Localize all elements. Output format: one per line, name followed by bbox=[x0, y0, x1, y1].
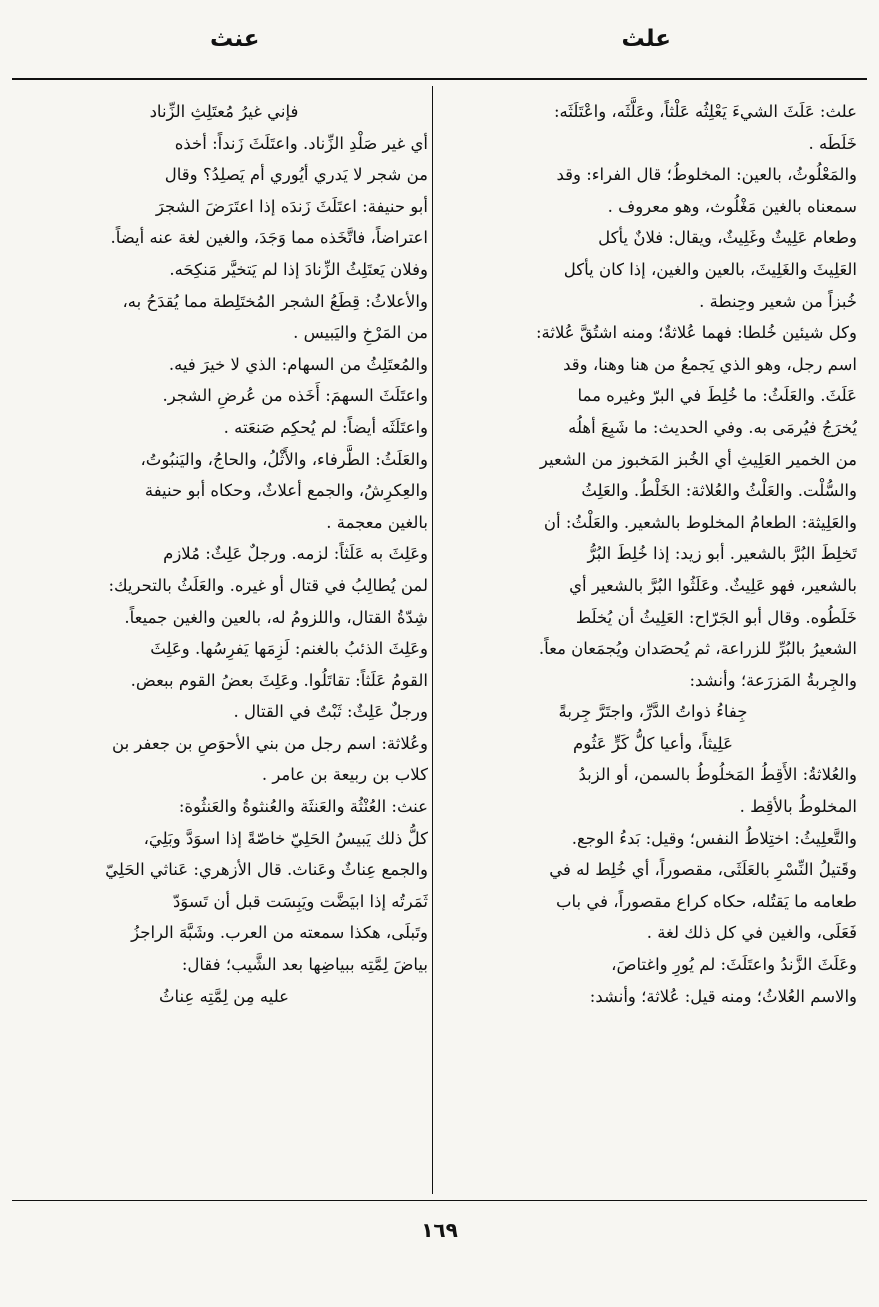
text-line: واعتَلَثَه أيضاً: لم يُحكِم صَنعَته . bbox=[223, 417, 428, 437]
text-line: القومُ عَلَثاً: تقاتَلُوا. وعَلِثَ بعضُ القوم ببعض. bbox=[130, 670, 428, 690]
text-line: والتَّعلِيثُ: اختِلاطُ النفس؛ وقيل: بَدءُ الوجع. bbox=[571, 828, 857, 848]
text-line: الشعيرُ بالبُرِّ للزراعة، ثم يُحصَدان ويُجمَعان معاً. bbox=[538, 639, 857, 659]
text-line: وعَلِثَ الذئبُ بالغنم: لَزِمَها يَفرِسُها. وعَلِثَ bbox=[150, 639, 428, 659]
text-line: من المَرْخِ واليَبيس . bbox=[293, 323, 428, 343]
text-line: خَلَطُوه. وقال أبو الجَرّاح: العَلِيثُ أن يُخلَط bbox=[575, 607, 857, 627]
text-line: والعِكرِشُ، والجمع أعلاثٌ، وحكاه أبو حنيفة bbox=[144, 481, 428, 501]
text-line: كلاب بن ربيعة بن عامر . bbox=[261, 765, 428, 785]
column-divider bbox=[432, 86, 433, 1194]
text-line: والعَلِيثة: الطعامُ المخلوط بالشعير. والعَلْثُ: أن bbox=[543, 512, 857, 532]
text-line: وفلان يَعتَلِثُ الزِّنادَ إذا لم يَتخيَّر مَنكِحَه. bbox=[169, 259, 428, 279]
footer-rule bbox=[12, 1200, 867, 1201]
text-line: يُخرَجُ فيُرمَى به. وفي الحديث: ما شَبِعَ أهلُه bbox=[568, 417, 857, 437]
verse-line: عليه مِن لِمَّتِه عِناثُ bbox=[158, 986, 290, 1006]
text-line: ورجلٌ عَلِثٌ: ثَبْتٌ في القتال . bbox=[233, 702, 428, 722]
text-line: أبو حنيفة: اعتَلَثَ زَندَه إذا اعتَرَضَ الشجرَ bbox=[155, 196, 428, 216]
verse-line: فإني غيرُ مُعتَلِثِ الزِّناد bbox=[149, 102, 299, 121]
text-line: والمَعْلُوثُ، بالعين: المخلوطُ؛ قال الفراء: وقد bbox=[556, 165, 857, 185]
text-line: والسُّلْت. والعَلْثُ والعُلاثة: الخَلْطُ. والعَلِثُ bbox=[581, 481, 857, 501]
text-line: سمعناه بالغين مَغْلُوث، وهو معروف . bbox=[607, 196, 857, 216]
text-line: لمن يُطالِبُ في قتال أو غيره. والعَلَثُ بالتحريك: bbox=[108, 575, 428, 595]
text-line: والعَلَثُ: الطَّرفاء، والأَثْلُ، والحاجُ، واليَنبُوتُ، bbox=[140, 449, 428, 469]
text-line: بالشعير، فهو عَلِيثٌ. وعَلَثُوا البُرَّ بالشعير أي bbox=[569, 575, 857, 595]
text-line: والمُعتَلِثُ من السهام: الذي لا خيرَ فيه. bbox=[168, 354, 428, 374]
text-line: عنث: العُنْثُة والعَنثَة والعُنثوةُ والعَنثُوة: bbox=[178, 797, 428, 817]
text-line: أي غير صَلْدِ الزِّناد. واعتَلَثَ زَنداً: أخذه bbox=[174, 133, 428, 153]
text-line: طعامه ما يَقتُله، حكاه كراع مقصوراً، في باب bbox=[556, 891, 857, 911]
text-line: وقَتيلُ النِّسْرِ بالعَلَثَى، مقصوراً، أي خُلِط له في bbox=[549, 860, 857, 880]
text-line: ثَمَرتُه إذا ابيَضَّت ويَبِسَت قبل أن تَسوَدّ bbox=[172, 891, 428, 911]
text-line: العَلِيثَ والغَلِيثَ، بالعين والغين، إذا كان يأكل bbox=[563, 259, 857, 279]
text-line: خُبزاً من شعير وحِنطة . bbox=[699, 291, 857, 311]
running-header-right: علث bbox=[621, 26, 671, 52]
text-line: واعتَلَثَ السهمَ: أَخَذه من عُرضِ الشجر. bbox=[162, 386, 428, 406]
text-line: وكل شيئين خُلطا: فهما عُلاثةٌ؛ ومنه اشتُقَّ عُلاثة: bbox=[535, 323, 857, 343]
text-line: شِدّةُ القتال، واللزومُ له، بالعين والغين جميعاً. bbox=[124, 607, 428, 627]
text-line: والأعلاثُ: قِطَعُ الشجر المُختَلِطة مما يُقدَحُ به، bbox=[122, 291, 428, 311]
text-line: بالغين معجمة . bbox=[326, 512, 428, 532]
verse-line: عَلِيثاً، وأعيا كلُّ كَرٍّ عَثُوم bbox=[573, 733, 733, 753]
text-line: والعُلاثةُ: الأَقِطُ المَخلُوطُ بالسمن، أو الزبدُ bbox=[578, 765, 857, 785]
text-line: خَلَطَه . bbox=[808, 133, 857, 153]
text-line: فَعَلَى، والغين في كل ذلك لغة . bbox=[646, 923, 857, 943]
text-line: وعُلاثة: اسم رجل من بني الأحوَصِ بن جعفر بن bbox=[112, 733, 428, 753]
running-header-left: عنث bbox=[210, 26, 260, 52]
left-column bbox=[20, 96, 428, 1196]
text-line: تَخلِطَ البُرَّ بالشعير. أبو زيد: إذا خُلِطَ البُرُّ bbox=[587, 544, 857, 564]
text-line: عَلَثَ. والعَلَثُ: ما خُلِطَ في البرّ وغيره مما bbox=[577, 386, 857, 406]
text-line: من الخمير العَلِيثِ أي الخُبز المَخبوز من الشعير bbox=[539, 449, 857, 469]
text-line: وعَلِثَ به عَلَثاً: لزمه. ورجلٌ عَلِثٌ: مُلازم bbox=[163, 544, 428, 564]
text-line: اسم رجل، وهو الذي يَجمعُ من هنا وهنا، وقد bbox=[563, 354, 857, 374]
text-line: علث: عَلَثَ الشيءَ يَعْلِثُه عَلْثاً، وعَلَّثَه، واعْتَلَثَه: bbox=[553, 102, 857, 121]
text-line: المخلوطُ بالأقِط . bbox=[739, 797, 857, 817]
text-line: والاسم العُلاثُ؛ ومنه قيل: عُلاثة؛ وأنشد: bbox=[589, 986, 857, 1006]
text-line: والجمع عِناثٌ وعَناث. قال الأزهري: عَناثي الحَلِيّ bbox=[105, 860, 428, 880]
text-line: اعتراضاً، فاتَّخَذه مما وَجَدَ، والغين لغة عنه أيضاً. bbox=[110, 228, 428, 248]
text-line: من شجر لا يَدري أيُوري أم يَصلِدُ؟ وقال bbox=[164, 165, 428, 185]
text-line: والجِربةُ المَزرَعة؛ وأنشد: bbox=[689, 670, 857, 690]
page-number: ١٦٩ bbox=[421, 1218, 458, 1242]
verse-line: جِفاءُ ذواتُ الدَّرِّ، واجتَرَّ جِربةً bbox=[558, 702, 748, 722]
right-column bbox=[449, 96, 857, 1196]
text-line: وطعام عَلِيثٌ وغَلِيثٌ، ويقال: فلانٌ يأكل bbox=[598, 228, 857, 248]
text-line: كلُّ ذلك يَبيسُ الحَلِيّ خاصّةً إذا اسوَدَّ وبَلِيَ، bbox=[143, 828, 428, 848]
text-line: بياضَ لِمَّتِه ببياضِها بعد الشَّيب؛ فقال: bbox=[181, 955, 428, 975]
text-line: وعَلَثَ الزَّندُ واعتَلَثَ: لم يُورِ واغتاصَ، bbox=[611, 955, 857, 975]
header-rule bbox=[12, 78, 867, 80]
text-line: وتَبلَى، هكذا سمعته من العرب. وشَبَّهَ الراجزُ bbox=[131, 923, 428, 943]
